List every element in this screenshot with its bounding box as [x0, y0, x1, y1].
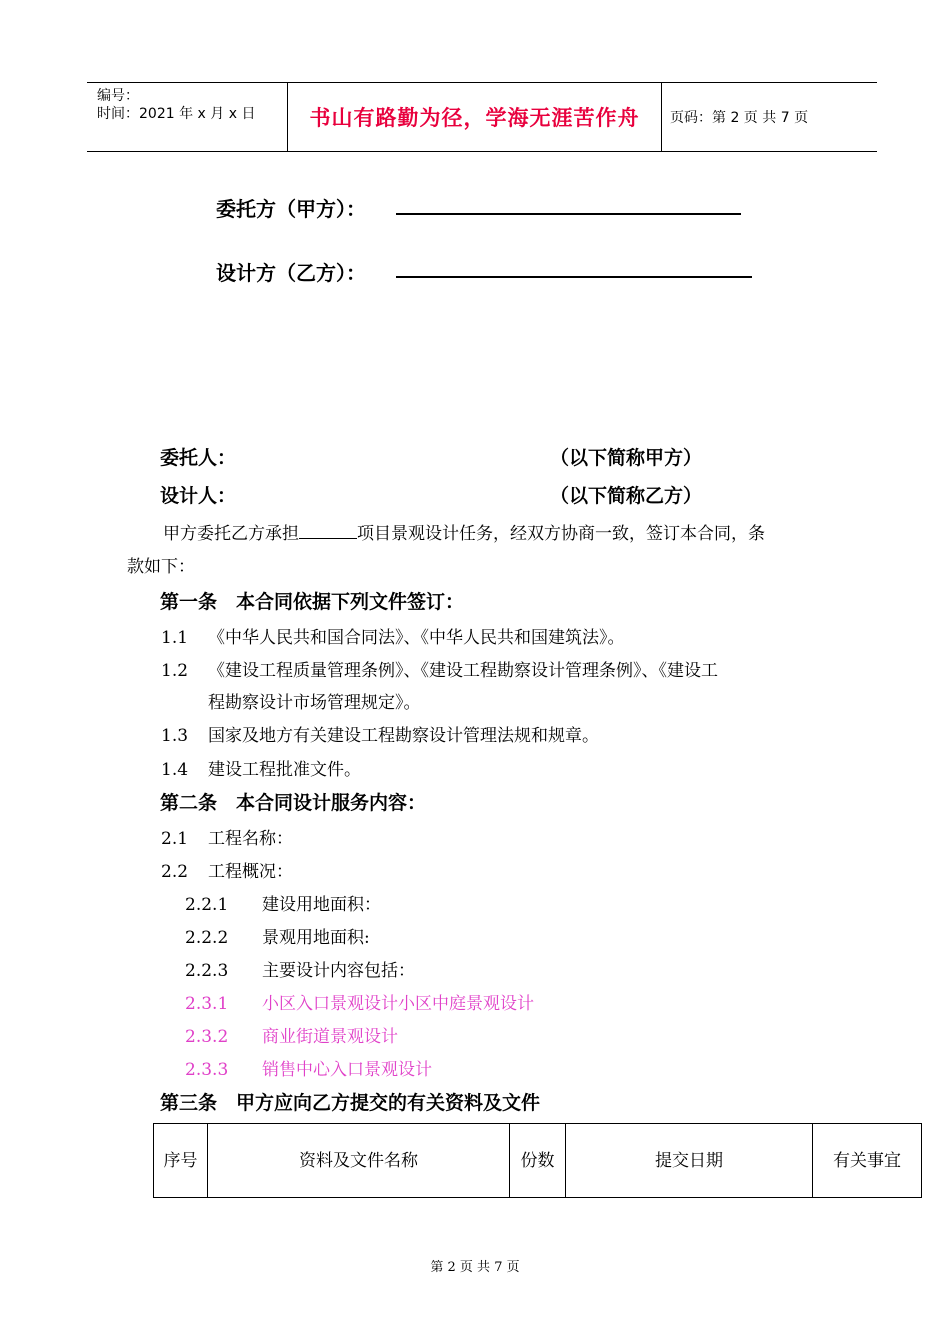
designer-underline	[396, 276, 752, 278]
motto: 书山有路勤为径，学海无涯苦作舟	[309, 105, 640, 130]
item-text: 建设工程批准文件。	[208, 760, 361, 780]
time-label: 时间：2021 年 x 月 x 日	[97, 106, 256, 122]
item-num: 2.2.3	[185, 961, 229, 981]
item-num: 2.3.2	[185, 1027, 229, 1047]
agent-label: 设计人：	[160, 485, 237, 507]
list-item	[161, 755, 361, 780]
item-num: 2.2.2	[185, 928, 229, 948]
intro-text-a: 甲方委托乙方承担	[163, 524, 299, 544]
item-text: 工程名称：	[208, 829, 293, 849]
intro-text-b: 项目景观设计任务，经双方协商一致，签订本合同，条	[357, 524, 765, 544]
item-text: 国家及地方有关建设工程勘察设计管理法规和规章。	[208, 726, 599, 746]
article3-title: 第三条 甲方应向乙方提交的有关资料及文件	[160, 1092, 541, 1114]
item-num: 2.2	[161, 862, 189, 882]
agent-note: （以下简称乙方）	[550, 485, 703, 507]
page-header	[87, 82, 877, 152]
item-text: 工程概况：	[208, 862, 293, 882]
serial-label: 编号：	[97, 88, 139, 104]
item-num: 1.2	[161, 661, 189, 681]
client-underline	[396, 213, 741, 215]
designer-label: 设计方（乙方）：	[216, 261, 366, 285]
list-item	[161, 656, 718, 681]
item-text: 景观用地面积:	[262, 928, 370, 948]
item-text: 销售中心入口景观设计	[262, 1060, 432, 1080]
list-item	[185, 989, 534, 1014]
principal-note: （以下简称甲方）	[550, 447, 703, 469]
table-header-cell: 提交日期	[566, 1124, 813, 1198]
item-num: 2.1	[161, 829, 189, 849]
list-item	[161, 857, 293, 882]
header-divider	[661, 83, 662, 151]
header-page-cell	[670, 83, 808, 151]
principal-label: 委托人：	[160, 447, 237, 469]
client-label: 委托方（甲方）：	[216, 197, 366, 221]
article2-title: 第二条 本合同设计服务内容：	[160, 792, 427, 814]
item-text: 《中华人民共和国合同法》、《中华人民共和国建筑法》。	[208, 628, 625, 648]
list-item	[161, 824, 293, 849]
item-num: 1.1	[161, 628, 189, 648]
item-text: 小区入口景观设计小区中庭景观设计	[262, 994, 534, 1014]
table-header-cell: 资料及文件名称	[208, 1124, 510, 1198]
table-header-cell: 有关事宜	[813, 1124, 922, 1198]
item-text: 建设用地面积：	[262, 895, 381, 915]
list-item	[185, 890, 381, 915]
item-num: 2.3.1	[185, 994, 229, 1014]
item-num: 1.4	[161, 760, 189, 780]
header-motto-cell	[288, 83, 661, 151]
table-header-cell: 序号	[154, 1124, 208, 1198]
list-item	[161, 623, 625, 648]
list-item-continued: 程勘察设计市场管理规定》。	[208, 693, 421, 713]
page-footer: 第 2 页 共 7 页	[430, 1260, 520, 1275]
list-item	[185, 923, 370, 948]
documents-table	[153, 1123, 922, 1198]
intro-paragraph-line2: 款如下：	[127, 557, 195, 577]
header-meta	[87, 83, 287, 151]
list-item	[185, 956, 415, 981]
list-item	[185, 1022, 398, 1047]
item-text: 商业街道景观设计	[262, 1027, 398, 1047]
project-blank	[299, 523, 357, 539]
intro-paragraph-line1	[163, 519, 765, 544]
item-text: 《建设工程质量管理条例》、《建设工程勘察设计管理条例》、《建设工	[208, 661, 718, 681]
list-item	[185, 1055, 432, 1080]
item-text: 主要设计内容包括：	[262, 961, 415, 981]
page-info: 页码：第 2 页 共 7 页	[670, 110, 809, 126]
article1-title: 第一条 本合同依据下列文件签订：	[160, 591, 465, 613]
table-header-cell: 份数	[510, 1124, 566, 1198]
item-num: 2.3.3	[185, 1060, 229, 1080]
item-num: 1.3	[161, 726, 189, 746]
table-header-row	[154, 1124, 922, 1198]
item-num: 2.2.1	[185, 895, 229, 915]
list-item	[161, 721, 599, 746]
